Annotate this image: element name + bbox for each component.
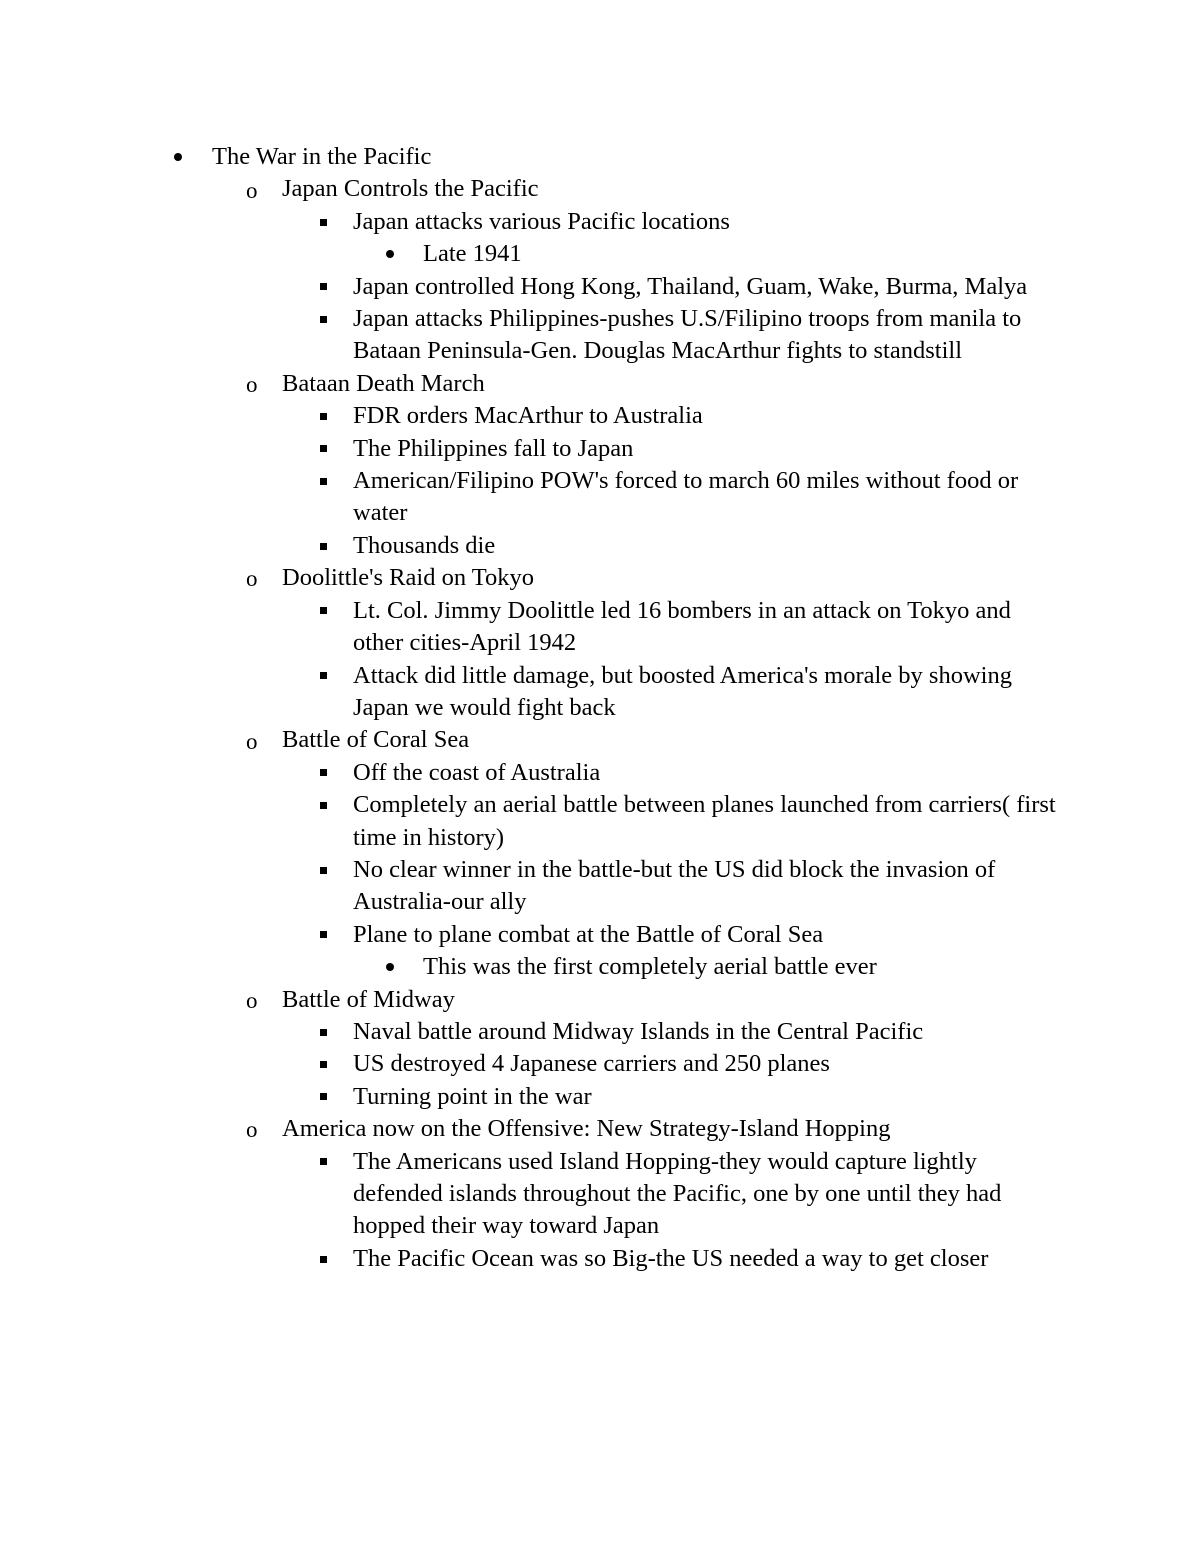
bullet-circle-icon: o (246, 177, 258, 203)
outline-item-text: Battle of Midway (282, 985, 455, 1013)
outline-item-text: FDR orders MacArthur to Australia (353, 402, 703, 430)
bullet-square-icon (320, 1243, 327, 1275)
outline-item-text: Japan Controls the Pacific (282, 175, 539, 203)
outline-item-text: Off the coast of Australia (353, 758, 601, 786)
bullet-square-icon (320, 919, 327, 951)
bullet-square-icon (320, 1016, 327, 1048)
outline-item-level-3 (0, 400, 1065, 432)
bullet-circle-icon: o (246, 372, 258, 398)
outline-item-text: Plane to plane combat at the Battle of Coral Sea (353, 920, 824, 948)
outline-item-level-3 (0, 919, 1065, 951)
outline-item-level-2 (0, 984, 1062, 1016)
bullet-circle-icon: o (246, 1117, 258, 1143)
outline-item-text: The Americans used Island Hopping-they would capture lightly defended islands throughout the Pacific, one by one until they had hopped their way toward Japan (353, 1147, 1002, 1240)
outline-item-text: Naval battle around Midway Islands in the Central Pacific (353, 1017, 924, 1045)
outline-item-level-3 (0, 789, 1065, 854)
outline-item-text: Completely an aerial battle between planes launched from carriers( first time in history) (353, 791, 1056, 851)
outline-item-text: The Philippines fall to Japan (353, 434, 634, 462)
outline-item-level-3 (0, 530, 1065, 562)
bullet-square-icon (320, 757, 327, 789)
outline-item-level-3 (0, 757, 1065, 789)
outline-item-text: Attack did little damage, but boosted America's morale by showing Japan we would fight back (353, 661, 1012, 721)
outline-item-level-2 (0, 368, 1062, 400)
bullet-square-icon (320, 271, 327, 303)
outline-item-text: Battle of Coral Sea (282, 726, 470, 754)
outline-item-level-3 (0, 1016, 1065, 1048)
bullet-square-icon (320, 660, 327, 692)
outline-item-text: Japan attacks various Pacific locations (353, 207, 730, 235)
outline-item-text: The Pacific Ocean was so Big-the US needed a way to get closer (353, 1244, 989, 1272)
bullet-square-icon (320, 206, 327, 238)
outline-item-text: Late 1941 (423, 240, 522, 268)
bullet-square-icon (320, 530, 327, 562)
bullet-circle-icon: o (246, 987, 258, 1013)
bullet-square-icon (320, 595, 327, 627)
bullet-square-icon (320, 303, 327, 335)
bullet-dot-icon (386, 238, 394, 270)
outline-item-level-3 (0, 660, 1065, 725)
bullet-square-icon (320, 1081, 327, 1113)
outline-item-level-2 (0, 724, 1062, 756)
bullet-dot-icon (386, 951, 394, 983)
outline-item-text: Doolittle's Raid on Tokyo (282, 564, 535, 592)
outline-item-text: Turning point in the war (353, 1082, 592, 1110)
outline-item-level-3 (0, 1081, 1065, 1113)
outline-item-level-3 (0, 595, 1065, 660)
outline-item-text: Thousands die (353, 531, 496, 559)
outline-item-level-3 (0, 1243, 1065, 1275)
outline-item-text: The War in the Pacific (212, 143, 432, 170)
outline-item-text: This was the first completely aerial battle ever (423, 953, 877, 981)
outline-item-level-3 (0, 854, 1065, 919)
outline-item-level-3 (0, 206, 1065, 238)
bullet-square-icon (320, 789, 327, 821)
outline-item-text: America now on the Offensive: New Strategy-Island Hopping (282, 1115, 891, 1143)
bullet-dot-icon (174, 141, 182, 173)
outline-item-level-3 (0, 1146, 1065, 1243)
bullet-square-icon (320, 465, 327, 497)
bullet-square-icon (320, 400, 327, 432)
outline-item-text: Bataan Death March (282, 369, 485, 397)
bullet-square-icon (320, 1048, 327, 1080)
outline-item-level-2 (0, 173, 1062, 205)
outline-item-text: Japan attacks Philippines-pushes U.S/Filipino troops from manila to Bataan Peninsula-Gen. Douglas MacArthur fights to standstill (353, 305, 1022, 365)
outline-item-text: Lt. Col. Jimmy Doolittle led 16 bombers in an attack on Tokyo and other cities-April 1942 (353, 596, 1011, 657)
bullet-circle-icon: o (246, 728, 258, 754)
outline-item-level-3 (0, 303, 1065, 368)
bullet-circle-icon: o (246, 566, 258, 592)
outline-item-level-3 (0, 271, 1065, 303)
outline-item-level-4 (0, 238, 1063, 270)
bullet-square-icon (320, 854, 327, 886)
outline-item-level-3 (0, 433, 1065, 465)
outline-item-level-1 (0, 141, 1062, 173)
outline-item-level-3 (0, 1048, 1065, 1080)
document-outline (0, 141, 1200, 1275)
outline-item-level-2 (0, 562, 1062, 594)
outline-item-text: American/Filipino POW's forced to march 60 miles without food or water (353, 467, 1019, 527)
outline-item-text: Japan controlled Hong Kong, Thailand, Guam, Wake, Burma, Malya (353, 272, 1028, 300)
bullet-square-icon (320, 433, 327, 465)
outline-item-level-3 (0, 465, 1065, 530)
outline-item-level-2 (0, 1113, 1062, 1145)
bullet-square-icon (320, 1146, 327, 1178)
outline-item-level-4 (0, 951, 1063, 983)
outline-item-text: US destroyed 4 Japanese carriers and 250 planes (353, 1050, 830, 1078)
outline-item-text: No clear winner in the battle-but the US did block the invasion of Australia-our ally (353, 855, 996, 916)
